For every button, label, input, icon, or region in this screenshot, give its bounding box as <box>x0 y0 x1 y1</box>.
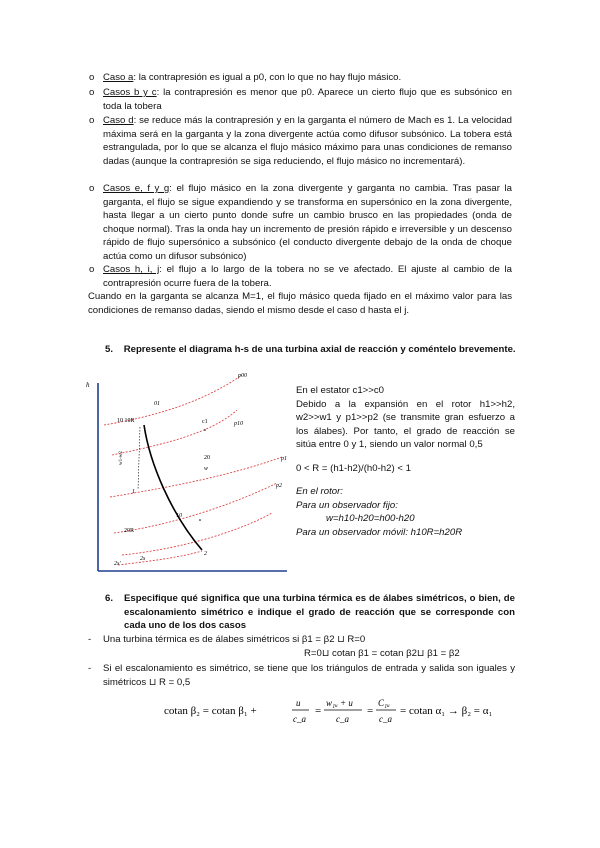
isobar-2s <box>118 551 202 565</box>
isobar-lower <box>122 513 272 555</box>
svg-text:= cotan α₁ → β₂ = α₁: = cotan α₁ → β₂ = α₁ <box>400 705 493 717</box>
question-5-title: 5. Represente el diagrama h-s de una turbina axial de reacción y coméntelo brevemente. <box>105 344 516 355</box>
svg-text:=: = <box>367 705 374 717</box>
case-label: Casos h, i, j <box>103 264 160 275</box>
svg-text:cotan β₂ = cotan β₁ +: cotan β₂ = cotan β₁ + <box>164 705 257 717</box>
list-item: - Una turbina térmica es de álabes simétricos si β1 = β2 ⊔ R=0 <box>88 634 366 645</box>
svg-text:1: 1 <box>132 489 135 495</box>
svg-text:w: w <box>204 466 209 472</box>
svg-text:2: 2 <box>204 551 207 557</box>
case-label: Casos b y c <box>103 87 157 98</box>
svg-text:20: 20 <box>204 455 210 461</box>
svg-text:u: u <box>296 698 301 708</box>
hs-diagram <box>86 365 292 575</box>
list-item: R=0⊔ cotan β1 = cotan β2⊔ β1 = β2 <box>304 648 460 659</box>
svg-text:c_a: c_a <box>336 714 349 724</box>
math-equation <box>164 690 493 730</box>
case-label: Casos e, f y g <box>103 183 170 194</box>
svg-text:p1: p1 <box>281 456 287 462</box>
svg-text:2s: 2s <box>140 556 146 562</box>
paragraph-mach: Cuando en la garganta se alcanza M=1, el flujo másico queda fijado en el máximo valor para las condiciones de remanso dadas, siendo el mismo desde el caso d hasta el j. <box>88 291 512 316</box>
list-item: o Caso d: se reduce más la contrapresión y en la garganta el número de Mach es 1. La velocidad máxima será en la garganta y la zona divergente actúa como difusor subsónico. La tobera está estrangulada, por lo que se alcanza el flujo másico máximo para unas condiciones de remanso dadas (aunque la contrapresión se siga reduciendo, el flujo másico no incrementará). <box>89 115 512 167</box>
list-item: o Casos b y c: la contrapresión es menor que p0. Aparece un cierto flujo que es subsónico en toda la tobera <box>89 87 512 112</box>
svg-text:w1-w2: w1-w2 <box>119 451 124 465</box>
svg-text:2s': 2s' <box>114 561 121 567</box>
isentropic-line <box>138 427 140 490</box>
list-item: o Caso a: la contrapresión es igual a p0, con lo que no hay flujo másico. <box>89 72 402 83</box>
y-axis-label: h <box>86 381 90 389</box>
isobar-p2 <box>114 483 277 533</box>
svg-text:c_a: c_a <box>379 714 392 724</box>
case-label: Caso a <box>103 72 134 83</box>
svg-text:p00: p00 <box>238 373 247 379</box>
list-item: o Casos h, i, j: el flujo a lo largo de la tobera no se ve afectado. El ajuste al cambio de la contrapresión ocurre fuera de la tobera. <box>89 264 512 289</box>
svg-text:10 10R: 10 10R <box>117 418 135 424</box>
isobar-p1 <box>110 457 282 497</box>
svg-text:p10: p10 <box>234 421 243 427</box>
svg-text:w₁ᵤ + u: w₁ᵤ + u <box>326 698 353 708</box>
svg-text:C₁ᵤ: C₁ᵤ <box>378 698 390 708</box>
stator-line: En el estator c1>>c0 <box>296 385 384 396</box>
svg-text:20R: 20R <box>124 528 135 534</box>
svg-text:c1: c1 <box>202 419 208 425</box>
expansion-line <box>144 425 202 550</box>
list-item: o Casos e, f y g: el flujo másico en la zona divergente y garganta no cambia. Tras pasar la garganta, el flujo se sigue expandiendo y se transforma en supersónico en la zona divergente, hasta llegar a un cierto punto donde sufre un cambio brusco en las propiedades (onda de choque normal). Tras la onda hay un incremento de presión rápido e irreversible y un descenso rápido de flujo supersónico a subsónico (el conducto divergente debajo de la onda de choque actúa como un difusor subsónico) <box>89 183 512 262</box>
svg-text:c_a: c_a <box>293 714 306 724</box>
q5-text: En el estator c1>>c0 Debido a la expansión en el rotor h1>>h2, w2>>w1 y p1>>p2 (se transmite gran esfuerzo a los álabes). Por tanto, el grado de reacción se sitúa entre 0 y 1, siendo un valor normal 0,5 0 < R = (h1-h2)/(h0-h2) < 1 En el rotor: Para un observador fijo: w=h10-h20=h00-h20 Para un observador móvil: h10R=h20R <box>296 385 515 538</box>
isobar-p10 <box>112 410 237 455</box>
reaction-formula: 0 < R = (h1-h2)/(h0-h2) < 1 <box>296 462 411 474</box>
svg-text:10: 10 <box>176 513 182 519</box>
list-item: - Si el escalonamiento es simétrico, se tiene que los triángulos de entrada y salida son iguales y simétricos ⊔ R = 0,5 <box>88 663 515 688</box>
svg-text:01: 01 <box>154 401 160 407</box>
case-label: Caso d <box>103 115 134 126</box>
svg-text:=: = <box>315 705 322 717</box>
question-6-title: 6. Especifique qué significa que una turbina térmica es de álabes simétricos, o bien, de escalonamiento simétrico e indique el grado de reacción que se corresponde con cada uno de los dos casos <box>105 593 515 631</box>
svg-text:p2: p2 <box>276 483 282 489</box>
